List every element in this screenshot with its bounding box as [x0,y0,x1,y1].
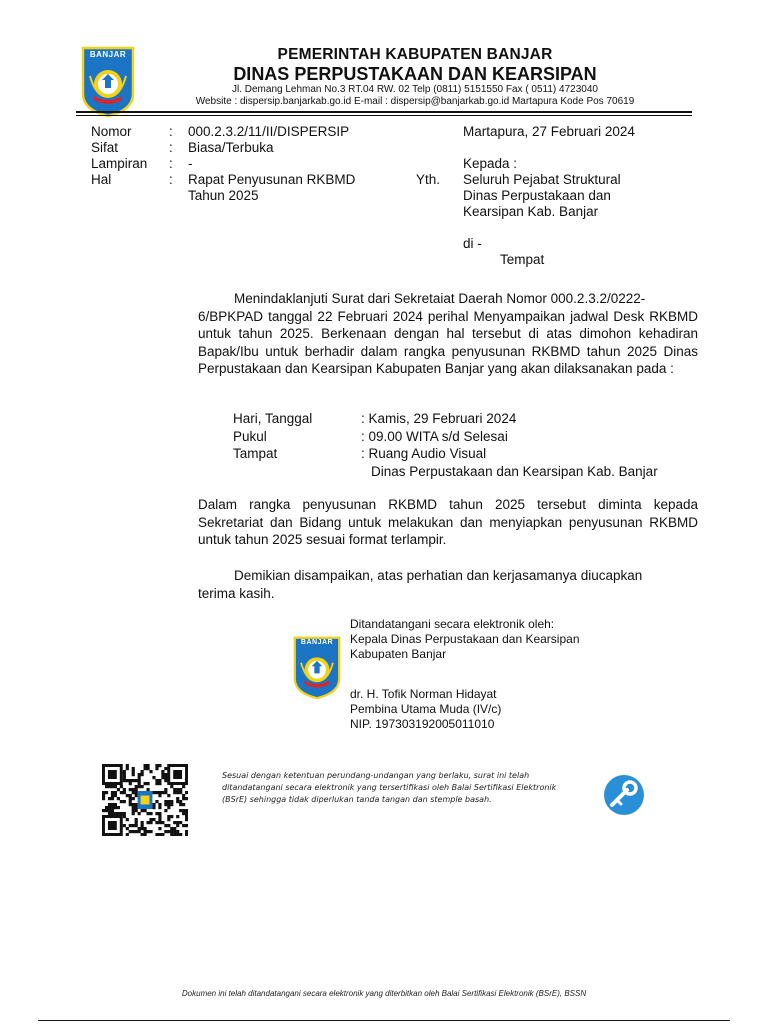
signer-name: dr. H. Tofik Norman Hidayat [350,687,497,701]
header-contact: Website : dispersip.banjarkab.go.id E-mail : dispersip@banjarkab.go.id Martapura Kode Pos 70619 [195,96,635,107]
letter-subject: Rapat Penyusunan RKBMD [188,172,356,187]
header-government: PEMERINTAH KABUPATEN BANJAR [277,46,553,63]
meta-labels [91,124,147,188]
para1-rest: 6/BPKPAD tanggal 22 Februari 2024 perihal Menyampaikan jadwal Desk RKBMD untuk tahun 2025. Berkenaan dengan hal tersebut di atas dimohon kehadiran Bapak/Ibu untuk berhadir dalam rangka penyusunan RKBMD tahun 2025 Dinas Perpustakaan dan Kearsipan Kabupaten Banjar yang akan dilaksanakan pada : [198,308,698,376]
meta-sep: : [169,124,173,139]
signer-rank: Pembina Utama Muda (IV/c) [350,702,502,716]
header-agency: DINAS PERPUSTAKAAN DAN KEARSIPAN [233,64,597,84]
recipient-line: Dinas Perpustakaan dan [463,188,611,203]
signer-nip: NIP. 197303192005011010 [350,717,495,731]
meta-label: Sifat [91,140,119,155]
meta-sep: : [169,156,173,171]
body-paragraph-3 [198,567,698,602]
schedule-values [361,410,658,480]
schedule-place: : Ruang Audio Visual [361,446,487,461]
meta-label: Lampiran [91,156,148,171]
letter-subject-line2: Tahun 2025 [188,188,259,203]
logo-text: BANJAR [89,50,127,59]
header-address: Jl. Demang Lehman No.3 RT.04 RW. 02 Telp (0811) 5151550 Fax ( 0511) 4723040 [232,84,598,95]
meta-separators [169,124,173,188]
recipient-block [463,156,621,220]
signature-logo-text: BANJAR [300,639,334,646]
legal-note: Sesuai dengan ketentuan perundang-undangan yang berlaku, surat ini telah ditandatangani secara elektronik yang tersertifikasi oleh Balai Sertifikasi Elektronik (BSrE) sehingga tidak diperlukan tanda tangan dan stemple basah. [222,771,557,804]
schedule-time: : 09.00 WITA s/d Selesai [361,428,508,444]
schedule-label: Tampat [233,446,278,461]
signed-by-label: Ditandatangani secara elektronik oleh: [350,617,555,631]
signer-region: Kabupaten Banjar [350,647,447,661]
tempat-label: Tempat [500,252,545,267]
meta-label: Hal [91,172,112,187]
schedule-label: Pukul [233,428,267,444]
schedule-place-line2: Dinas Perpustakaan dan Kearsipan Kab. Banjar [371,463,658,479]
yth-label: Yth. [416,172,441,187]
meta-sep: : [169,172,173,187]
qr-code-icon [102,764,188,836]
bsre-logo-icon [603,774,645,816]
signature-logo-icon [292,636,342,700]
letter-attachment: - [188,156,193,171]
recipient-line: Kearsipan Kab. Banjar [463,204,599,219]
banjar-logo-icon [80,46,136,118]
body-paragraph-2: Dalam rangka penyusunan RKBMD tahun 2025 tersebut diminta kepada Sekretariat dan Bidang untuk melakukan dan menyiapkan penyusunan RKBMD untuk tahun 2025 sesuai format terlampir. [198,497,698,547]
signer-position: Kepala Dinas Perpustakaan dan Kearsipan [350,632,580,646]
letter-number: 000.2.3.2/11/II/DISPERSIP [188,124,350,139]
header-rule-thin [76,115,692,116]
letter-nature: Biasa/Terbuka [188,140,274,155]
signature-header [350,617,580,662]
body-paragraph-1 [198,290,698,378]
para3-rest: terima kasih. [198,585,275,601]
header-rule-thick [76,111,692,113]
meta-label: Nomor [91,124,132,139]
para1-first-line: Menindaklanjuti Surat dari Sekretaiat Daerah Nomor 000.2.3.2/0222- [234,291,646,306]
meta-sep: : [169,140,173,155]
recipient-line: Seluruh Pejabat Struktural [463,172,621,187]
meta-values [188,124,355,204]
schedule-date: : Kamis, 29 Februari 2024 [361,411,517,426]
signer-details [350,687,501,732]
schedule-label: Hari, Tanggal [233,411,313,426]
footer-rule [38,1020,730,1021]
footer-note: Dokumen ini telah ditandatangani secara elektronik yang diterbitkan oleh Balai Sertifikasi Elektronik (BSrE), BSSN [181,989,587,998]
schedule-labels [233,410,312,463]
di-label: di - [463,236,482,251]
para3-first-line: Demikian disampaikan, atas perhatian dan kerjasamanya diucapkan [234,568,643,583]
letter-date: Martapura, 27 Februari 2024 [463,124,635,139]
kepada-label: Kepada : [463,156,518,171]
